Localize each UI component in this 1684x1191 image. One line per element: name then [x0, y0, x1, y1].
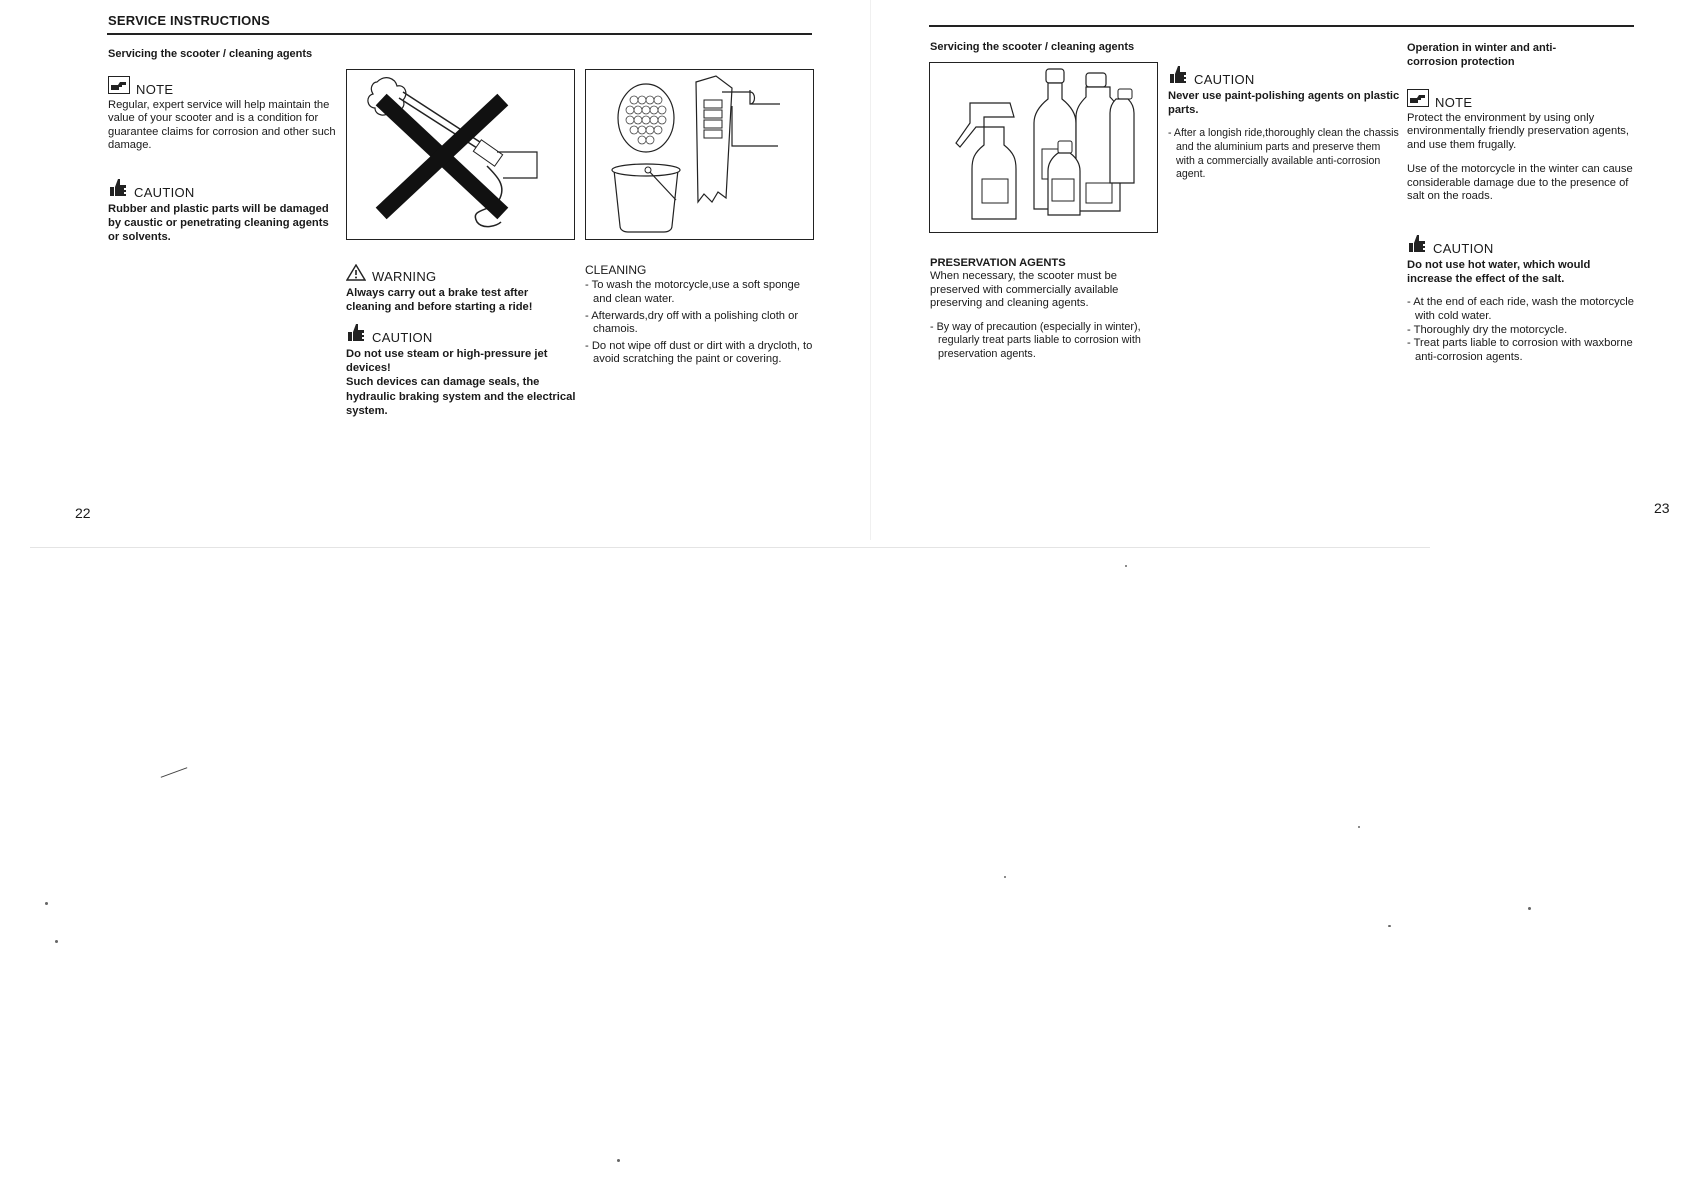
caution-item: - After a longish ride,thoroughly clean the chassis and the aluminium parts and preserve them with a commercially available anti-corrosion agent. [1168, 127, 1399, 181]
left-page-number: 22 [75, 505, 91, 521]
scan-speck [55, 940, 58, 943]
cleaning-agents-bottles-illustration [929, 62, 1158, 233]
note-label: NOTE [1435, 95, 1473, 110]
note-text: Regular, expert service will help maintain the value of your scooter and is a condition for guarantee claims for corrosion and other such damage. [108, 99, 336, 152]
right-header-rule [929, 25, 1634, 27]
cleaning-item: - Do not wipe off dust or dirt with a drycloth, to avoid scratching the paint or covering. [585, 339, 813, 366]
note-hand-icon [1407, 89, 1429, 110]
caution2-text: Do not use hot water, which would increase the effect of the salt. [1407, 259, 1591, 286]
preservation-text: When necessary, the scooter must be preserved with commercially available preserving and cleaning agents. [930, 270, 1119, 310]
left-caution2-block [346, 322, 576, 418]
right-caution2-block [1407, 233, 1635, 364]
no-pressure-washer-illustration [346, 69, 575, 240]
caution2-text: Do not use steam or high-pressure jet devices! Such devices can damage seals, the hydraulic braking system and the electrical system. [346, 348, 576, 417]
caution-hand-icon [1407, 233, 1427, 256]
caution-label: CAUTION [1194, 72, 1255, 87]
scan-speck [1125, 565, 1127, 567]
warning-text: Always carry out a brake test after cleaning and before starting a ride! [346, 287, 533, 314]
left-header-rule [107, 33, 812, 35]
caution-hand-icon [108, 177, 128, 200]
warning-label: WARNING [372, 269, 437, 284]
preservation-item: - By way of precaution (especially in winter), regularly treat parts liable to corrosion with preservation agents. [930, 320, 1141, 360]
cleaning-block [585, 264, 817, 367]
scan-mark [161, 767, 188, 778]
note-hand-icon [108, 76, 130, 97]
right-subtitle: Servicing the scooter / cleaning agents [930, 41, 1135, 53]
scan-speck [45, 902, 48, 905]
scan-speck [1358, 826, 1360, 828]
warning-block [346, 264, 576, 314]
page-gutter [870, 0, 871, 540]
right-caution-block [1168, 64, 1400, 182]
scan-speck [1388, 925, 1391, 927]
cleaning-item: - To wash the motorcycle,use a soft sponge and clean water. [585, 279, 800, 305]
cleaning-item: - Afterwards,dry off with a polishing cloth or chamois. [585, 309, 799, 336]
caution-hand-icon [1168, 64, 1188, 87]
caution-label: CAUTION [1433, 241, 1494, 256]
scan-speck [1004, 876, 1006, 878]
left-page-header: SERVICE INSTRUCTIONS [108, 13, 270, 28]
caution-label: CAUTION [134, 185, 195, 200]
caution2-item: - Treat parts liable to corrosion with waxborne anti-corrosion agents. [1407, 337, 1633, 363]
sponge-bucket-illustration [585, 69, 814, 240]
right-page-number: 23 [1654, 500, 1670, 516]
left-note-block [108, 76, 336, 153]
winter-text: Use of the motorcycle in the winter can cause considerable damage due to the presence of salt on the roads. [1407, 163, 1633, 203]
preservation-block [930, 257, 1160, 361]
right-note-block [1407, 89, 1635, 203]
note-label: NOTE [136, 82, 174, 97]
caution2-item: - Thoroughly dry the motorcycle. [1407, 323, 1568, 336]
caution-text: Rubber and plastic parts will be damaged by caustic or penetrating cleaning agents or solvents. [108, 203, 329, 244]
left-subtitle: Servicing the scooter / cleaning agents [108, 48, 313, 60]
warning-triangle-icon [346, 264, 366, 284]
caution-hand-icon [346, 322, 366, 345]
scan-speck [617, 1159, 620, 1162]
caution2-item: - At the end of each ride, wash the motorcycle with cold water. [1407, 296, 1634, 322]
cleaning-heading: CLEANING [585, 263, 647, 277]
scan-speck [1528, 907, 1531, 910]
winter-heading: Operation in winter and anti-corrosion protection [1407, 42, 1557, 68]
left-caution-block [108, 177, 340, 245]
caution-label: CAUTION [372, 330, 433, 345]
note-text: Protect the environment by using only environmentally friendly preservation agents, and use them frugally. [1407, 112, 1630, 151]
scan-edge-line [30, 547, 1430, 548]
caution-text: Never use paint-polishing agents on plastic parts. [1168, 90, 1400, 117]
preservation-heading: PRESERVATION AGENTS [930, 257, 1066, 269]
